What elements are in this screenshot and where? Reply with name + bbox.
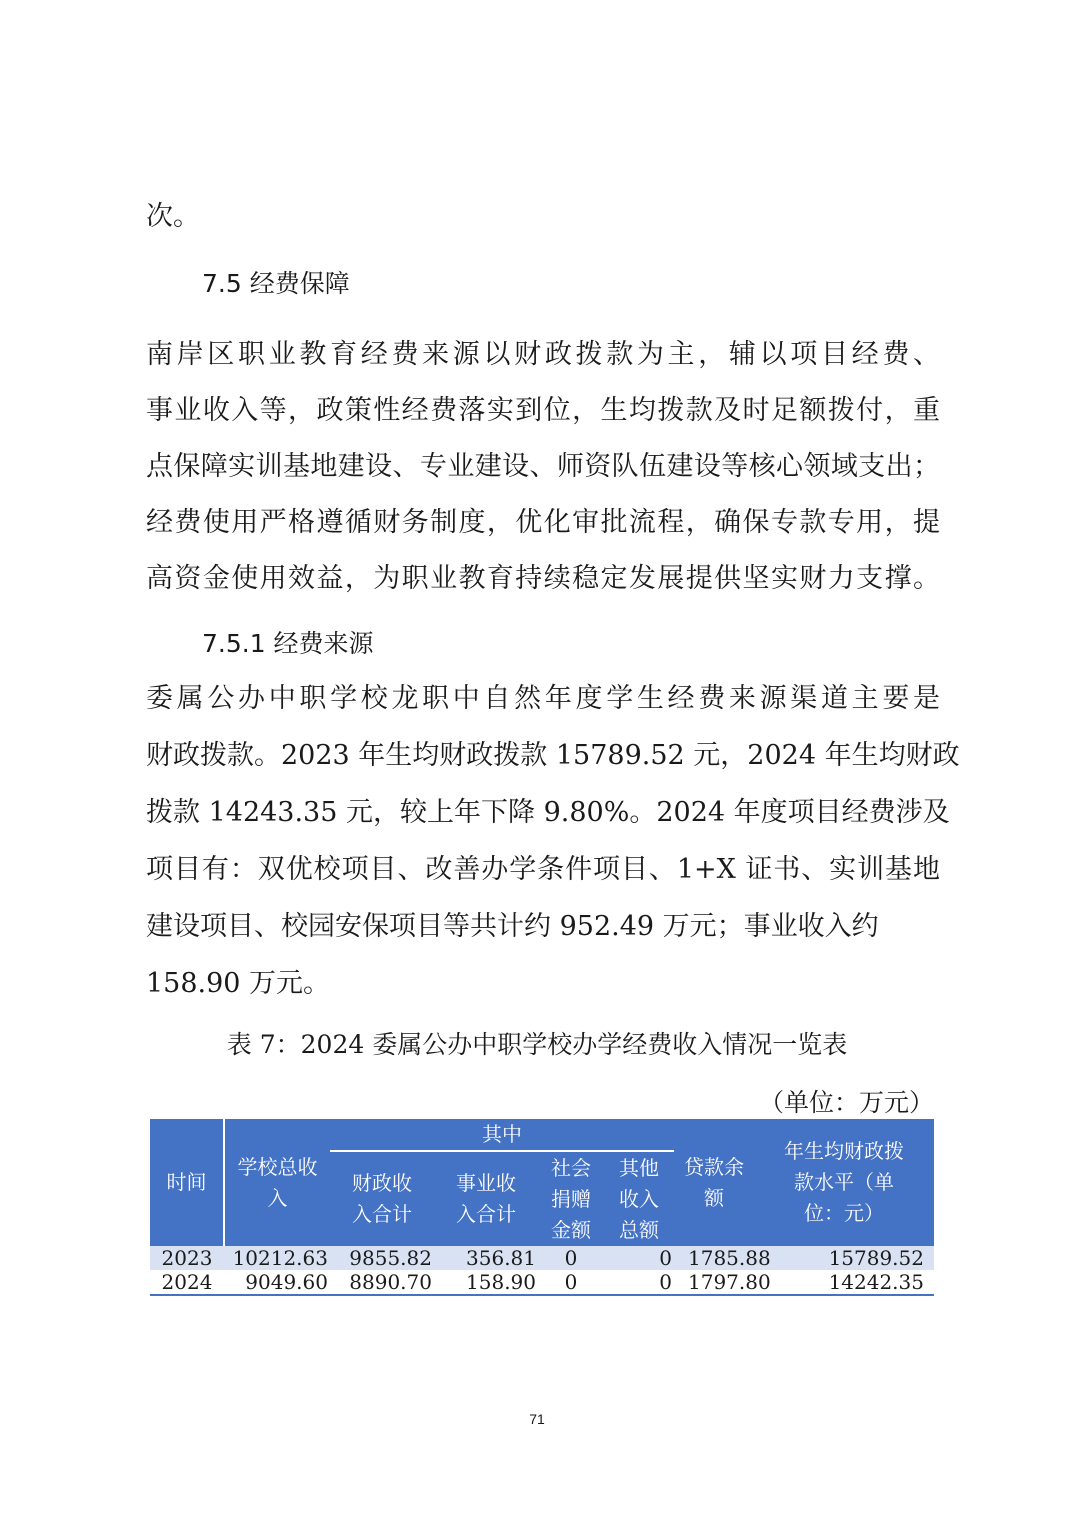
text-line: 建设项目、校园安保项目等共计约 952.49 万元；事业收入约 [146,911,879,942]
header-business-income: 事业收入合计 [434,1151,538,1246]
text-line: 财政拨款。2023 年生均财政拨款 15789.52 元，2024 年生均财政 [146,740,960,771]
cell-donation: 0 [538,1270,604,1295]
cell-other: 0 [604,1270,674,1295]
section-heading-7-5-1: 7.5.1 经费来源 [202,629,374,658]
page-number: 71 [529,1411,545,1427]
text-line: 委属公办中职学校龙职中自然年度学生经费来源渠道主要是 [146,683,940,714]
header-time: 时间 [150,1119,224,1246]
cell-per-student: 15789.52 [754,1246,934,1270]
cell-fiscal: 9855.82 [330,1246,434,1270]
text-line: 158.90 万元。 [146,968,331,999]
table-caption: 表 7：2024 委属公办中职学校办学经费收入情况一览表 [226,1030,848,1059]
text-line: 南岸区职业教育经费来源以财政拨款为主，辅以项目经费、 [146,339,940,370]
section-heading-7-5: 7.5 经费保障 [202,269,350,298]
cell-per-student: 14242.35 [754,1270,934,1295]
text-line: 拨款 14243.35 元，较上年下降 9.80%。2024 年度项目经费涉及 [146,797,950,828]
text-line: 点保障实训基地建设、专业建设、师资队伍建设等核心领域支出； [146,451,940,482]
paragraph-continuation: 次。 [146,201,200,232]
text-line: 高资金使用效益，为职业教育持续稳定发展提供坚实财力支撑。 [146,563,940,594]
text-line: 项目有：双优校项目、改善办学条件项目、1+X 证书、实训基地 [146,854,940,885]
table-unit: （单位：万元） [758,1088,934,1117]
cell-business: 158.90 [434,1270,538,1295]
cell-year: 2024 [150,1270,224,1295]
header-loan-balance: 贷款余额 [674,1119,754,1246]
header-donation: 社会捐赠金额 [538,1151,604,1246]
header-fiscal-income: 财政收入合计 [330,1151,434,1246]
cell-fiscal: 8890.70 [330,1270,434,1295]
cell-total: 9049.60 [224,1270,330,1295]
cell-total: 10212.63 [224,1246,330,1270]
text-line: 经费使用严格遵循财务制度，优化审批流程，确保专款专用，提 [146,507,940,538]
cell-loan: 1797.80 [674,1270,754,1295]
header-other-income: 其他收入总额 [604,1151,674,1246]
cell-donation: 0 [538,1246,604,1270]
cell-loan: 1785.88 [674,1246,754,1270]
text-line: 事业收入等，政策性经费落实到位，生均拨款及时足额拨付，重 [146,395,940,426]
cell-year: 2023 [150,1246,224,1270]
header-total-income: 学校总收入 [224,1119,330,1246]
header-of-which: 其中 [330,1119,674,1151]
header-per-student-funding: 年生均财政拨款水平（单位：元） [754,1119,934,1246]
cell-business: 356.81 [434,1246,538,1270]
cell-other: 0 [604,1246,674,1270]
table-row [150,1270,934,1295]
funding-income-table [150,1119,934,1296]
table-row [150,1246,934,1270]
